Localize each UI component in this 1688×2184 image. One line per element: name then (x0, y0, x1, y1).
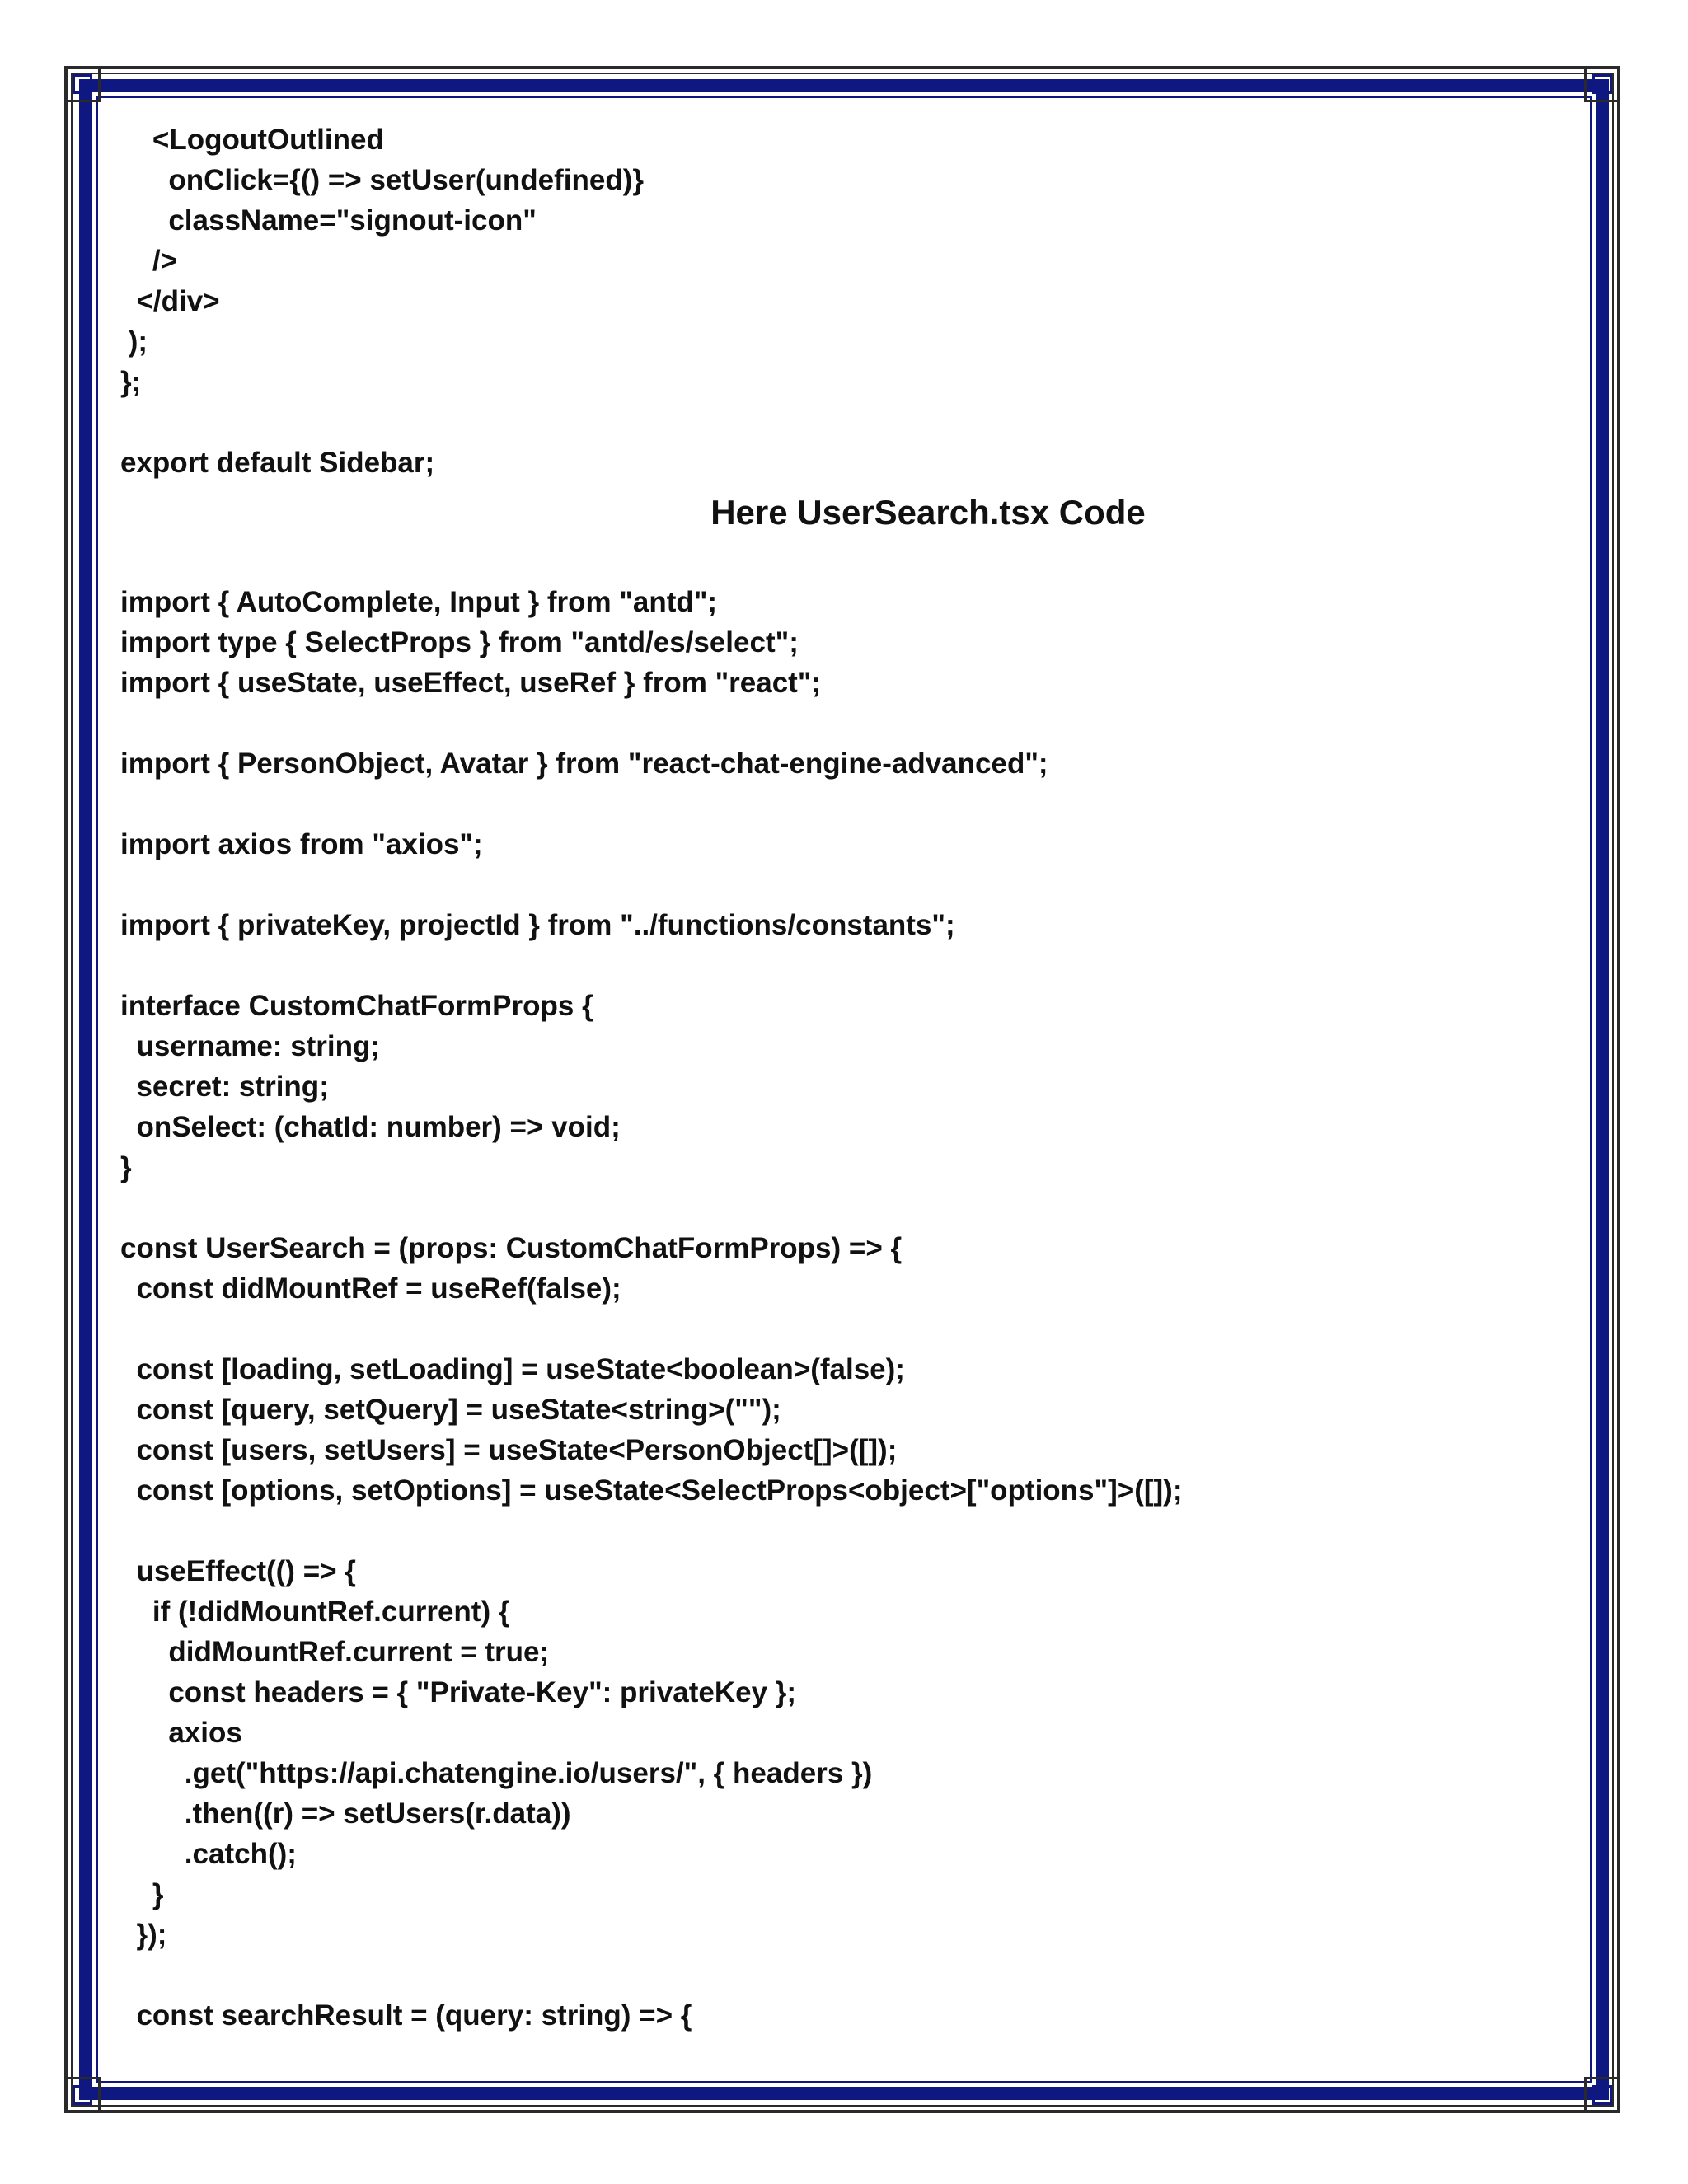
code-line: .catch(); (120, 1838, 297, 1870)
spacer (120, 532, 1571, 582)
code-line: import axios from "axios"; (120, 828, 483, 860)
code-line: const didMountRef = useRef(false); (120, 1272, 621, 1305)
code-line: const searchResult = (query: string) => { (120, 1999, 692, 2032)
code-line (120, 1955, 1571, 1995)
border-corner-ornament (64, 2077, 101, 2113)
code-line (120, 784, 1571, 824)
code-line: import { AutoComplete, Input } from "antd"; (120, 586, 718, 618)
code-line: .then((r) => setUsers(r.data)) (120, 1797, 571, 1830)
border-corner-ornament (64, 66, 101, 102)
code-line: } (120, 1878, 164, 1910)
code-line: import { PersonObject, Avatar } from "react-chat-engine-advanced"; (120, 748, 1048, 780)
code-line: import { useState, useEffect, useRef } from "react"; (120, 667, 822, 699)
code-line: /> (120, 245, 178, 277)
code-line (120, 1188, 1571, 1228)
code-line: onClick={() => setUser(undefined)} (120, 164, 645, 196)
code-line (120, 945, 1571, 986)
code-block-usersearch (120, 582, 1571, 2036)
border-corner-ornament (1584, 2077, 1620, 2113)
code-line (120, 1511, 1571, 1551)
code-line: import { privateKey, projectId } from "../functions/constants"; (120, 909, 955, 941)
code-line: ); (120, 326, 148, 358)
code-line (120, 703, 1571, 743)
code-line: <LogoutOutlined (120, 124, 384, 156)
code-line: .get("https://api.chatengine.io/users/", { headers }) (120, 1757, 873, 1789)
code-line: interface CustomChatFormProps { (120, 990, 593, 1022)
code-line: secret: string; (120, 1071, 329, 1103)
code-line: if (!didMountRef.current) { (120, 1596, 510, 1628)
code-line: const [loading, setLoading] = useState<boolean>(false); (120, 1353, 905, 1385)
code-line: </div> (120, 285, 220, 317)
code-line: }); (120, 1919, 167, 1951)
code-line: } (120, 1151, 132, 1183)
code-line: const UserSearch = (props: CustomChatFormProps) => { (120, 1232, 903, 1264)
code-block-sidebar-end (120, 120, 1571, 483)
code-line: axios (120, 1717, 242, 1749)
code-line: const headers = { "Private-Key": privateKey }; (120, 1676, 797, 1708)
code-line: onSelect: (chatId: number) => void; (120, 1111, 621, 1143)
code-line: }; (120, 366, 142, 398)
code-line: const [users, setUsers] = useState<PersonObject[]>([]); (120, 1434, 898, 1466)
code-line: export default Sidebar; (120, 447, 435, 479)
code-line: didMountRef.current = true; (120, 1636, 550, 1668)
code-line: username: string; (120, 1030, 381, 1062)
code-line (120, 865, 1571, 905)
code-line: import type { SelectProps } from "antd/es/select"; (120, 626, 799, 658)
code-line (120, 402, 1571, 443)
border-corner-ornament (1584, 66, 1620, 102)
code-line: const [options, setOptions] = useState<SelectProps<object>["options"]>([]); (120, 1474, 1183, 1507)
section-heading: Here UserSearch.tsx Code (710, 493, 1146, 532)
code-line: className="signout-icon" (120, 204, 537, 237)
code-line: const [query, setQuery] = useState<string>(""); (120, 1394, 781, 1426)
code-line (120, 1309, 1571, 1349)
code-line: useEffect(() => { (120, 1555, 356, 1587)
page-content (120, 120, 1571, 2036)
